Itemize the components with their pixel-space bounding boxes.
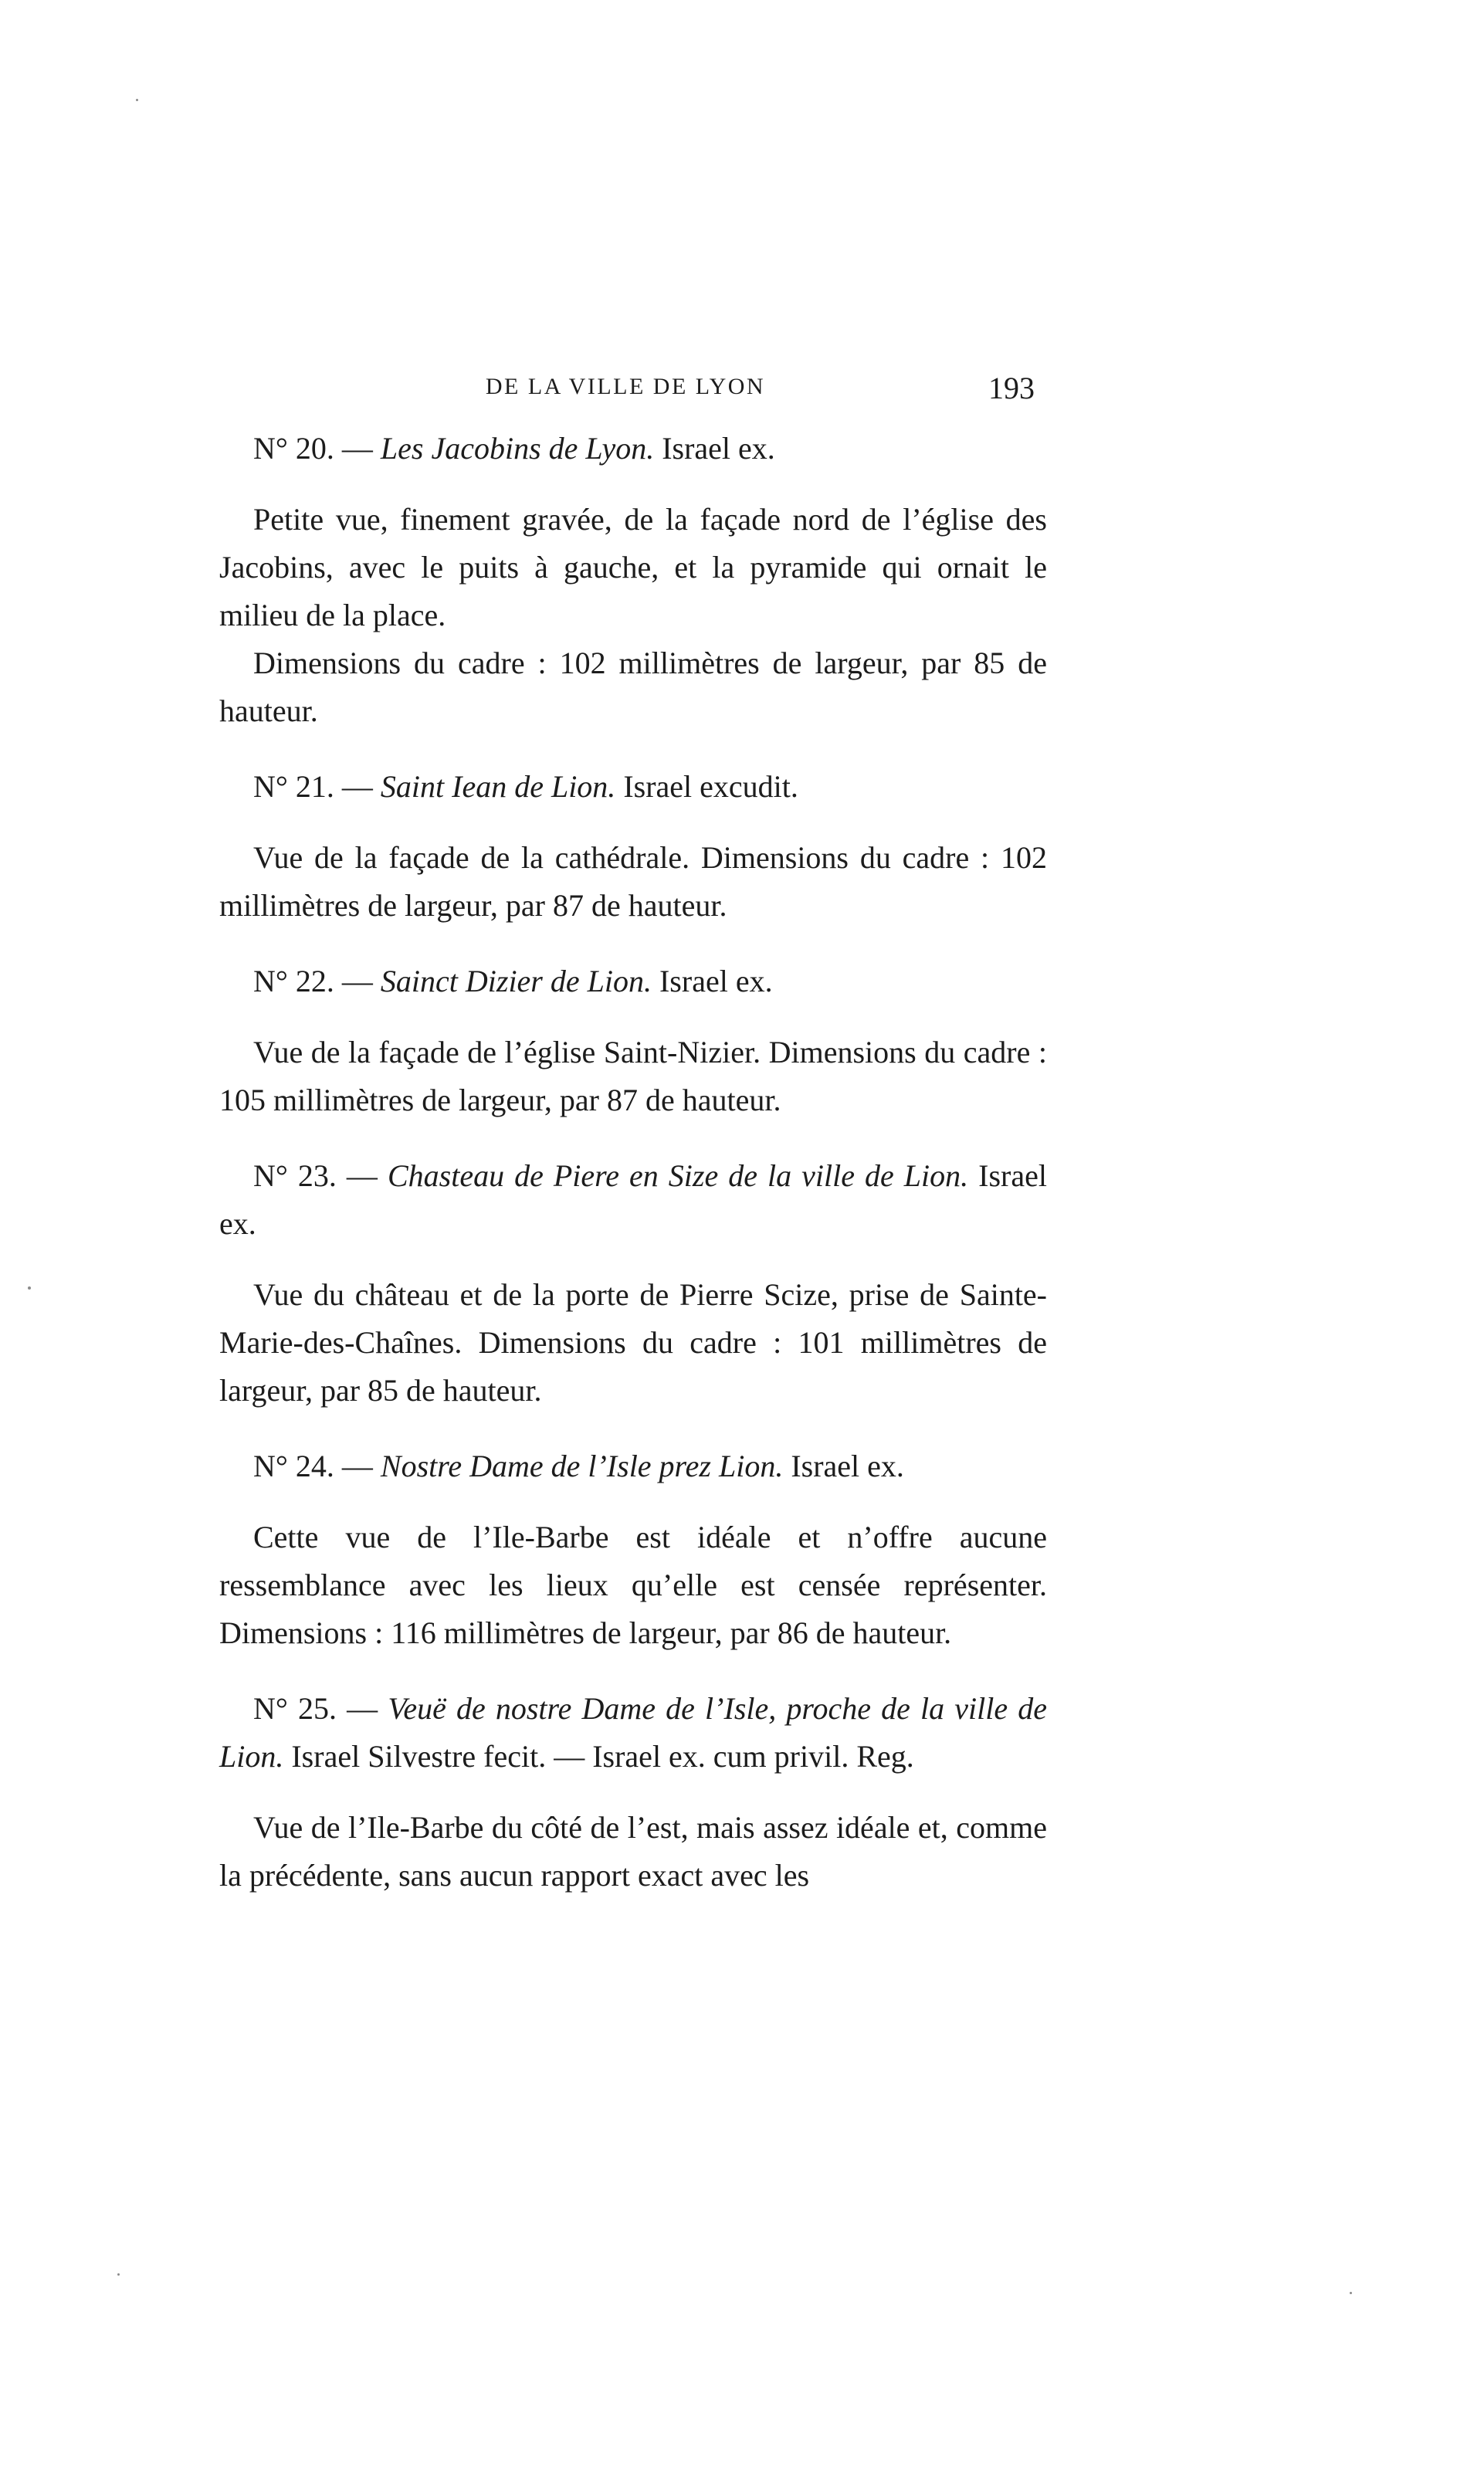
- entry-number: N° 24.: [253, 1449, 334, 1483]
- paper-speck: [1350, 2292, 1352, 2294]
- entry-heading: [219, 425, 1047, 473]
- entry-dash: —: [334, 431, 381, 466]
- entry-heading: [219, 1152, 1047, 1248]
- entry-dash: —: [334, 1449, 381, 1483]
- entry-credit: Israel ex.: [651, 964, 773, 998]
- page-header: [0, 368, 1484, 414]
- entry-heading: [219, 1685, 1047, 1781]
- entry-credit: Israel ex.: [783, 1449, 904, 1483]
- entry-description: Cette vue de l’Ile-Barbe est idéale et n’offre aucune ressemblance avec les lieux qu’elle est censée représenter. Dimensions : 116 millimètres de largeur, par 86 de hauteur.: [219, 1520, 1047, 1650]
- catalog-entry-22: [219, 958, 1047, 1124]
- page-number: 193: [988, 371, 1035, 405]
- entry-title: Sainct Dizier de Lion.: [380, 964, 652, 998]
- entry-title: Veuë de nostre Dame de l’Isle, proche de la ville de Lion.: [219, 1691, 1047, 1774]
- entry-dash: —: [334, 769, 381, 804]
- entry-description: Vue de la façade de l’église Saint-Nizier. Dimensions du cadre : 105 millimètres de largeur, par 87 de hauteur.: [219, 1035, 1047, 1117]
- entry-title: Saint Iean de Lion.: [380, 769, 616, 804]
- paper-speck: [117, 2273, 120, 2276]
- catalog-entry-23: [219, 1152, 1047, 1415]
- entry-heading: [219, 958, 1047, 1005]
- entry-dash: —: [336, 1158, 388, 1193]
- entry-credit: Israel Silvestre fecit. — Israel ex. cum privil. Reg.: [283, 1739, 914, 1774]
- entry-number: N° 20.: [253, 431, 334, 466]
- entry-dimensions: Dimensions du cadre : 102 millimètres de largeur, par 85 de hauteur.: [219, 646, 1047, 728]
- paper-speck: [136, 99, 138, 101]
- entry-dash: —: [334, 964, 381, 998]
- catalog-entry-25: [219, 1685, 1047, 1900]
- entry-heading: [219, 763, 1047, 811]
- entry-number: N° 23.: [253, 1158, 337, 1193]
- entry-title: Chasteau de Piere en Size de la ville de Lion.: [387, 1158, 969, 1193]
- catalog-entry-20: [219, 425, 1047, 735]
- catalog-text: [219, 425, 1047, 1927]
- entry-title: Les Jacobins de Lyon.: [380, 431, 655, 466]
- entry-description: Vue de la façade de la cathédrale. Dimensions du cadre : 102 millimètres de largeur, par 87 de hauteur.: [219, 840, 1047, 923]
- entry-credit: Israel excudit.: [615, 769, 798, 804]
- entry-description: Petite vue, finement gravée, de la façade nord de l’église des Jacobins, avec le puits à gauche, et la pyramide qui ornait le milieu de la place.: [219, 502, 1047, 632]
- entry-heading: [219, 1442, 1047, 1490]
- entry-number: N° 21.: [253, 769, 334, 804]
- entry-number: N° 22.: [253, 964, 334, 998]
- entry-credit: Israel ex.: [219, 1158, 1048, 1241]
- entry-dash: —: [337, 1691, 388, 1726]
- catalog-entry-21: [219, 763, 1047, 930]
- paper-speck: [28, 1286, 31, 1290]
- entry-title: Nostre Dame de l’Isle prez Lion.: [380, 1449, 784, 1483]
- catalog-entry-24: [219, 1442, 1047, 1657]
- running-head: DE LA VILLE DE LYON: [485, 374, 766, 399]
- entry-description: Vue du château et de la porte de Pierre Scize, prise de Sainte-Marie-des-Chaînes. Dimensions du cadre : 101 millimètres de largeur, par 85 de hauteur.: [219, 1277, 1047, 1408]
- entry-description: Vue de l’Ile-Barbe du côté de l’est, mais assez idéale et, comme la précédente, sans aucun rapport exact avec les: [219, 1810, 1047, 1893]
- entry-number: N° 25.: [253, 1691, 337, 1726]
- entry-credit: Israel ex.: [654, 431, 775, 466]
